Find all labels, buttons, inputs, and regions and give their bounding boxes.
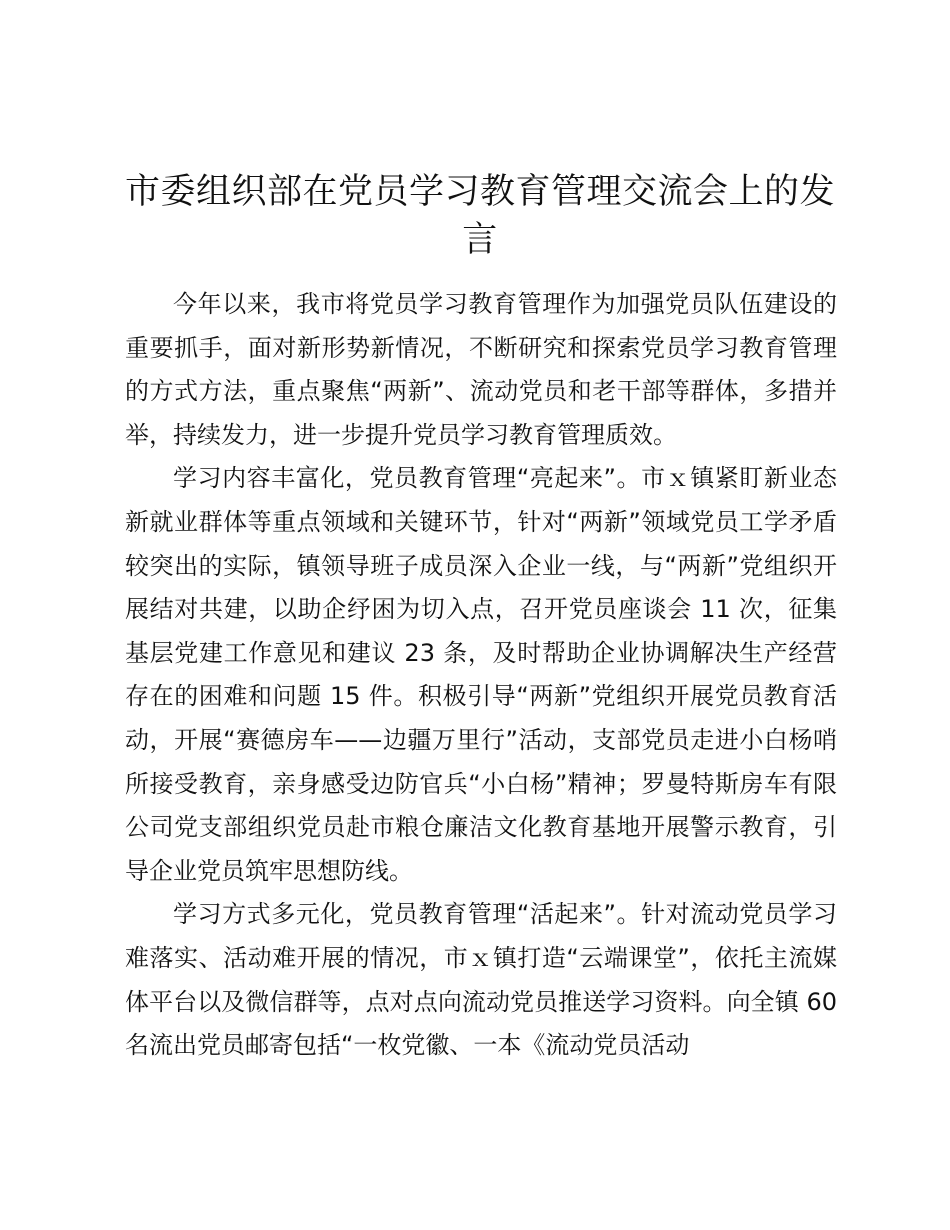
paragraph-learning-content: 学习内容丰富化，党员教育管理“亮起来”。市ｘ镇紧盯新业态新就业群体等重点领域和关键环节，针对“两新”领域党员工学矛盾较突出的实际，镇领导班子成员深入企业一线，与“两新”党组织开展结对共建，以助企纾困为切入点，召开党员座谈会 11 次，征集基层党建工作意见和建议 23 条，及时帮助企业协调解决生产经营存在的困难和问题 15 件。积极引导“两新”党组织开展党员教育活动，开展“赛德房车——边疆万里行”活动，支部党员走进小白杨哨所接受教育，亲身感受边防官兵“小白杨”精神；罗曼特斯房车有限公司党支部组织党员赴市粮仓廉洁文化教育基地开展警示教育，引导企业党员筑牢思想防线。 bbox=[125, 464, 837, 885]
paragraph-intro: 今年以来，我市将党员学习教育管理作为加强党员队伍建设的重要抓手，面对新形势新情况，不断研究和探索党员学习教育管理的方式方法，重点聚焦“两新”、流动党员和老干部等群体，多措并举，持续发力，进一步提升党员学习教育管理质效。 bbox=[125, 290, 837, 449]
document-title: 市委组织部在党员学习教育管理交流会上的发言 bbox=[125, 172, 836, 260]
document-body bbox=[125, 283, 837, 1068]
paragraph-learning-methods: 学习方式多元化，党员教育管理“活起来”。针对流动党员学习难落实、活动难开展的情况，市ｘ镇打造“云端课堂”，依托主流媒体平台以及微信群等，点对点向流动党员推送学习资料。向全镇 60 名流出党员邮寄包括“一枚党徽、一本《流动党员活动 bbox=[125, 900, 837, 1060]
